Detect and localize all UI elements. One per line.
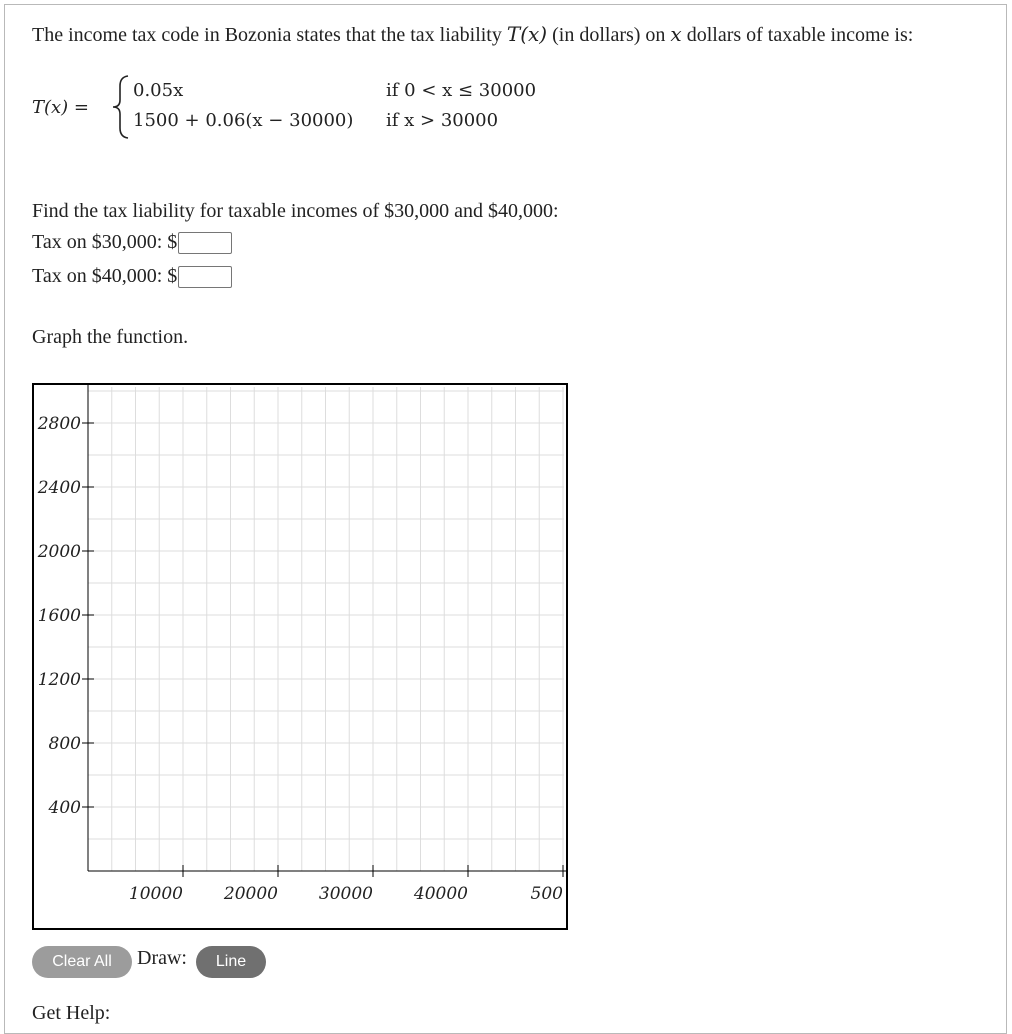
y-tick-label: 1600 <box>37 606 81 626</box>
case1-condition: if 0 < x ≤ 30000 <box>386 80 537 101</box>
answer-label-30000: Tax on $30,000: $ <box>32 231 178 253</box>
answer-label-40000: Tax on $40,000: $ <box>32 265 178 287</box>
tax-30000-input[interactable] <box>178 232 232 254</box>
x-tick-label: 30000 <box>318 884 373 904</box>
answer-row-40000 <box>32 265 232 288</box>
get-help-label: Get Help: <box>32 1002 111 1024</box>
graph-canvas[interactable] <box>32 383 568 930</box>
x-tick-label: 20000 <box>223 884 278 904</box>
draw-label: Draw: <box>137 947 187 969</box>
graph-svg[interactable] <box>34 385 566 928</box>
graph-instruction: Graph the function. <box>32 326 189 348</box>
tax-40000-input[interactable] <box>178 266 232 288</box>
problem-intro: The income tax code in Bozonia states that the tax liability T(x) (in dollars) on x dollars of taxable income is: <box>32 22 914 46</box>
case2-expression: 1500 + 0.06(x − 30000) <box>133 110 354 131</box>
line-tool-button[interactable]: Line <box>196 946 266 978</box>
function-symbol: T(x) <box>506 22 548 46</box>
y-tick-label: 2400 <box>37 478 81 498</box>
case2-condition: if x > 30000 <box>386 110 499 131</box>
variable-symbol: x <box>670 22 682 46</box>
x-tick-label: 500 <box>530 884 563 904</box>
y-tick-label: 2000 <box>37 542 81 562</box>
clear-all-button[interactable]: Clear All <box>32 946 132 978</box>
answer-row-30000 <box>32 231 232 254</box>
x-tick-label: 10000 <box>128 884 183 904</box>
y-tick-label: 400 <box>48 798 81 818</box>
brace-icon <box>110 74 134 140</box>
question-prompt: Find the tax liability for taxable incomes of $30,000 and $40,000: <box>32 200 559 222</box>
x-tick-label: 40000 <box>413 884 468 904</box>
y-tick-label: 800 <box>48 734 81 754</box>
y-tick-label: 1200 <box>37 670 81 690</box>
case1-expression: 0.05x <box>133 80 184 101</box>
piecewise-lhs: T(x) = <box>32 97 90 118</box>
y-tick-label: 2800 <box>37 414 81 434</box>
